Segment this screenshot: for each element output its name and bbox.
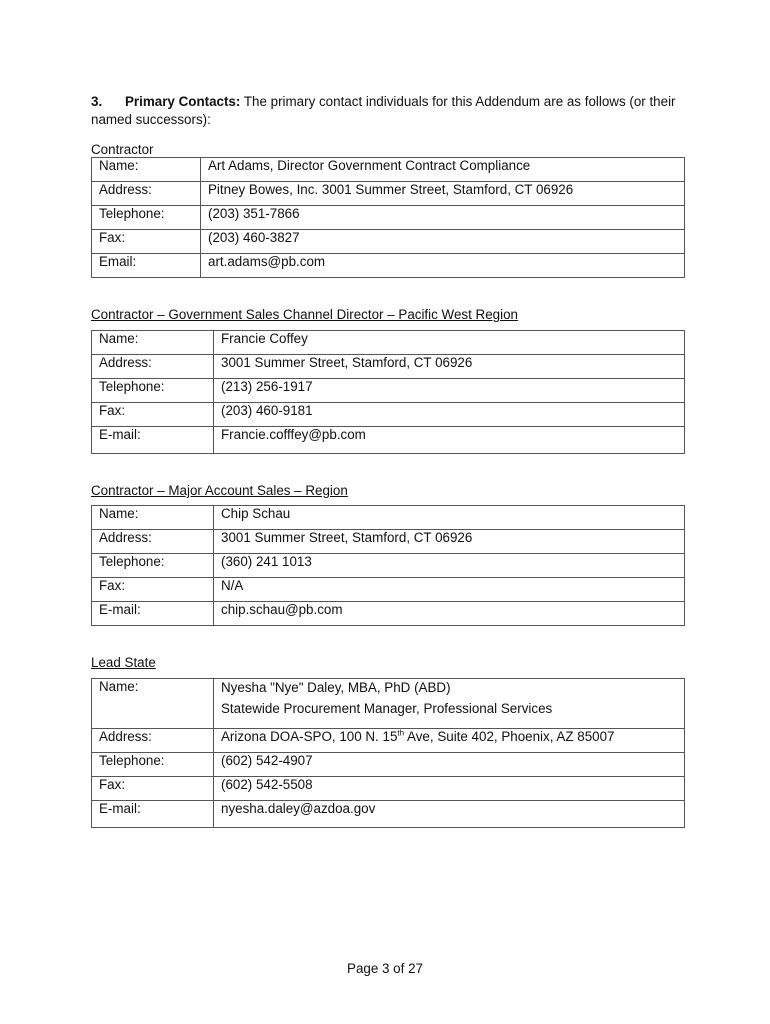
sales-channel-director-label: Contractor – Government Sales Channel Director – Pacific West Region: [91, 307, 518, 322]
contractor-label: Contractor: [91, 142, 154, 157]
table-row: [92, 206, 685, 230]
field-value: art.adams@pb.com: [201, 254, 685, 278]
field-value: (602) 542-4907: [214, 753, 685, 777]
field-label: E-mail:: [92, 602, 214, 626]
field-value: (203) 460-3827: [201, 230, 685, 254]
field-label: Telephone:: [92, 206, 201, 230]
table-row: [92, 753, 685, 777]
field-value: 3001 Summer Street, Stamford, CT 06926: [214, 530, 685, 554]
table-row: [92, 506, 685, 530]
address-part: Ave, Suite 402, Phoenix, AZ 85007: [404, 729, 615, 744]
field-label: Telephone:: [92, 554, 214, 578]
field-label: Fax:: [92, 230, 201, 254]
field-value: Francie Coffey: [214, 331, 685, 355]
primary-contacts-intro: [91, 93, 691, 129]
table-row: [92, 355, 685, 379]
field-value: (203) 460-9181: [214, 403, 685, 427]
contact-name: Nyesha "Nye" Daley, MBA, PhD (ABD): [221, 680, 451, 695]
major-account-sales-label: Contractor – Major Account Sales – Region: [91, 483, 348, 498]
field-label: Address:: [92, 182, 201, 206]
ordinal-suffix: th: [397, 728, 405, 738]
table-row: [92, 578, 685, 602]
table-row: [92, 427, 685, 454]
field-label: Fax:: [92, 777, 214, 801]
field-value: (213) 256-1917: [214, 379, 685, 403]
major-account-sales-table: [91, 505, 685, 626]
address-part: Arizona DOA-SPO, 100 N. 15: [221, 729, 398, 744]
field-label: Address:: [92, 729, 214, 753]
field-value: 3001 Summer Street, Stamford, CT 06926: [214, 355, 685, 379]
field-label: Address:: [92, 530, 214, 554]
contact-title: Statewide Procurement Manager, Professional Services: [221, 701, 553, 716]
lead-state-table: [91, 678, 685, 828]
field-label: Fax:: [92, 578, 214, 602]
field-label: E-mail:: [92, 427, 214, 454]
table-row: [92, 729, 685, 753]
section-heading: Primary Contacts:: [125, 94, 241, 109]
field-value: Art Adams, Director Government Contract Compliance: [201, 158, 685, 182]
intro-text: The primary contact individuals for this Addendum are as follows (or their named successors):: [91, 94, 676, 127]
table-row: [92, 554, 685, 578]
field-value: nyesha.daley@azdoa.gov: [214, 801, 685, 828]
table-row: [92, 801, 685, 828]
table-row: [92, 158, 685, 182]
section-number: 3.: [91, 94, 103, 109]
table-row: [92, 182, 685, 206]
field-label: Fax:: [92, 403, 214, 427]
field-value: (360) 241 1013: [214, 554, 685, 578]
field-value: (602) 542-5508: [214, 777, 685, 801]
table-row: [92, 379, 685, 403]
field-label: Telephone:: [92, 379, 214, 403]
field-label: Address:: [92, 355, 214, 379]
field-value: chip.schau@pb.com: [214, 602, 685, 626]
field-value: (203) 351-7866: [201, 206, 685, 230]
field-value: Francie.cofffey@pb.com: [214, 427, 685, 454]
table-row: [92, 777, 685, 801]
table-row: [92, 403, 685, 427]
table-row: [92, 679, 685, 729]
page-number: Page 3 of 27: [347, 961, 423, 976]
field-label: Telephone:: [92, 753, 214, 777]
field-value: [214, 729, 685, 753]
field-label: E-mail:: [92, 801, 214, 828]
sales-channel-director-table: [91, 330, 685, 454]
contractor-contact-table: [91, 157, 685, 278]
field-value: N/A: [214, 578, 685, 602]
table-row: [92, 254, 685, 278]
table-row: [92, 602, 685, 626]
table-row: [92, 331, 685, 355]
field-label: Email:: [92, 254, 201, 278]
field-value: Pitney Bowes, Inc. 3001 Summer Street, Stamford, CT 06926: [201, 182, 685, 206]
field-label: Name:: [92, 331, 214, 355]
table-row: [92, 530, 685, 554]
field-label: Name:: [92, 506, 214, 530]
field-value: Chip Schau: [214, 506, 685, 530]
field-value: [214, 679, 685, 729]
field-label: Name:: [92, 679, 214, 729]
lead-state-label: Lead State: [91, 655, 156, 670]
field-label: Name:: [92, 158, 201, 182]
table-row: [92, 230, 685, 254]
